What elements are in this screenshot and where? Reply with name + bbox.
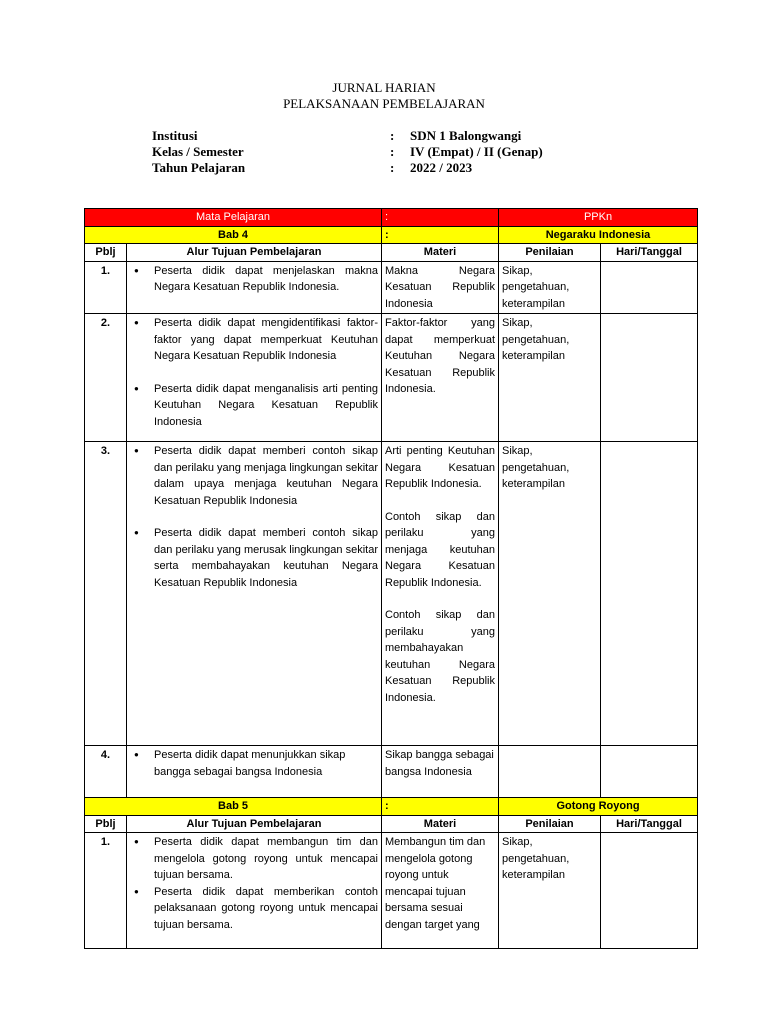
meta-row-kelas bbox=[152, 144, 543, 160]
header-penilaian: Penilaian bbox=[499, 244, 601, 262]
chapter-title: Gotong Royong bbox=[499, 798, 698, 816]
subject-colon: : bbox=[382, 209, 499, 227]
tujuan-item: ● Peserta didik dapat menjelaskan makna Negara Kesatuan Republik Indonesia. bbox=[154, 263, 378, 296]
hari-cell bbox=[601, 314, 698, 442]
row-number: 4. bbox=[85, 746, 127, 798]
materi-text: Membangun tim dan mengelola gotong royong untuk mencapai tujuan bersama sesuai dengan target yang bbox=[385, 836, 486, 931]
chapter-colon: : bbox=[382, 798, 499, 816]
tujuan-cell bbox=[127, 314, 382, 442]
document-title: JURNAL HARIAN bbox=[332, 80, 436, 95]
tujuan-cell bbox=[127, 746, 382, 798]
header-alur: Alur Tujuan Pembelajaran bbox=[127, 244, 382, 262]
meta-colon: : bbox=[390, 144, 395, 159]
row-number: 1. bbox=[85, 261, 127, 314]
row-number: 2. bbox=[85, 314, 127, 442]
hari-cell bbox=[601, 442, 698, 746]
header-pblj: Pblj bbox=[85, 244, 127, 262]
table-row bbox=[85, 746, 698, 798]
chapter-row bbox=[85, 798, 698, 816]
materi-cell bbox=[382, 746, 499, 798]
materi-cell bbox=[382, 442, 499, 746]
table-row bbox=[85, 261, 698, 314]
meta-label: Tahun Pelajaran bbox=[152, 160, 246, 175]
table-header-row bbox=[85, 815, 698, 833]
table-header-row bbox=[85, 244, 698, 262]
header-materi: Materi bbox=[382, 815, 499, 833]
penilaian-cell: Sikap, pengetahuan, keterampilan bbox=[499, 314, 601, 442]
meta-value: SDN 1 Balongwangi bbox=[410, 128, 522, 143]
tujuan-cell bbox=[127, 442, 382, 746]
tujuan-item: ● Peserta didik dapat memberi contoh sikap dan perilaku yang merusak lingkungan sekitar serta membahayakan keutuhan Negara Kesatuan Republik Indonesia bbox=[154, 525, 378, 591]
hari-cell bbox=[601, 833, 698, 949]
penilaian-cell: Sikap, pengetahuan, keterampilan bbox=[499, 833, 601, 949]
tujuan-item: ● Peserta didik dapat membangun tim dan mengelola gotong royong untuk mencapai tujuan bersama. bbox=[154, 834, 378, 884]
header-alur: Alur Tujuan Pembelajaran bbox=[127, 815, 382, 833]
materi-cell bbox=[382, 261, 499, 314]
chapter-title: Negaraku Indonesia bbox=[499, 226, 698, 244]
table-row bbox=[85, 442, 698, 746]
meta-colon: : bbox=[390, 160, 395, 175]
materi-text: Arti penting Keutuhan Negara Kesatuan Republik Indonesia. bbox=[385, 445, 495, 490]
meta-label: Institusi bbox=[152, 128, 198, 143]
header-materi: Materi bbox=[382, 244, 499, 262]
chapter-label: Bab 4 bbox=[85, 226, 382, 244]
materi-text: Contoh sikap dan perilaku yang membahayakan keutuhan Negara Kesatuan Republik Indonesia. bbox=[385, 609, 495, 704]
materi-cell bbox=[382, 833, 499, 949]
header-penilaian: Penilaian bbox=[499, 815, 601, 833]
document-subtitle: PELAKSANAAN PEMBELAJARAN bbox=[283, 96, 485, 111]
meta-label: Kelas / Semester bbox=[152, 144, 244, 159]
tujuan-item: ● Peserta didik dapat mengidentifikasi faktor-faktor yang dapat memperkuat Keutuhan Negara Kesatuan Republik Indonesia bbox=[154, 315, 378, 365]
row-number: 3. bbox=[85, 442, 127, 746]
tujuan-item: ● Peserta didik dapat memberi contoh sikap dan perilaku yang menjaga lingkungan sekitar dalam upaya menjaga keutuhan Negara Kesatuan Republik Indonesia bbox=[154, 443, 378, 509]
meta-info bbox=[152, 128, 543, 176]
materi-text: Contoh sikap dan perilaku yang menjaga keutuhan Negara Kesatuan Republik Indonesia. bbox=[385, 510, 495, 589]
materi-text: Faktor-faktor yang dapat memperkuat Keutuhan Negara Kesatuan Republik Indonesia. bbox=[385, 317, 495, 395]
subject-value: PPKn bbox=[499, 209, 698, 227]
subject-row bbox=[85, 209, 698, 227]
tujuan-item: ● Peserta didik dapat menganalisis arti penting Keutuhan Negara Kesatuan Republik Indonesia bbox=[154, 381, 378, 431]
hari-cell bbox=[601, 746, 698, 798]
hari-cell bbox=[601, 261, 698, 314]
tujuan-item: ● Peserta didik dapat memberikan contoh pelaksanaan gotong royong untuk mencapai tujuan bersama. bbox=[154, 884, 378, 934]
chapter-colon: : bbox=[382, 226, 499, 244]
journal-table bbox=[84, 208, 698, 949]
table-row bbox=[85, 833, 698, 949]
chapter-label: Bab 5 bbox=[85, 798, 382, 816]
meta-row-institusi bbox=[152, 128, 543, 144]
subject-label: Mata Pelajaran bbox=[85, 209, 382, 227]
penilaian-cell: Sikap, pengetahuan, keterampilan bbox=[499, 261, 601, 314]
tujuan-item: ● Peserta didik dapat menunjukkan sikap bangga sebagai bangsa Indonesia bbox=[154, 747, 378, 780]
chapter-row bbox=[85, 226, 698, 244]
table-row bbox=[85, 314, 698, 442]
meta-value: IV (Empat) / II (Genap) bbox=[410, 144, 543, 159]
header-hari: Hari/Tanggal bbox=[601, 244, 698, 262]
meta-row-tahun bbox=[152, 160, 543, 176]
materi-cell bbox=[382, 314, 499, 442]
tujuan-cell bbox=[127, 261, 382, 314]
penilaian-cell: Sikap, pengetahuan, keterampilan bbox=[499, 442, 601, 746]
materi-text: Makna Negara Kesatuan Republik Indonesia bbox=[385, 264, 495, 310]
header-pblj: Pblj bbox=[85, 815, 127, 833]
meta-colon: : bbox=[390, 128, 395, 143]
header-hari: Hari/Tanggal bbox=[601, 815, 698, 833]
tujuan-cell bbox=[127, 833, 382, 949]
meta-value: 2022 / 2023 bbox=[410, 160, 473, 175]
row-number: 1. bbox=[85, 833, 127, 949]
materi-text: Sikap bangga sebagai bangsa Indonesia bbox=[385, 749, 494, 778]
penilaian-cell bbox=[499, 746, 601, 798]
